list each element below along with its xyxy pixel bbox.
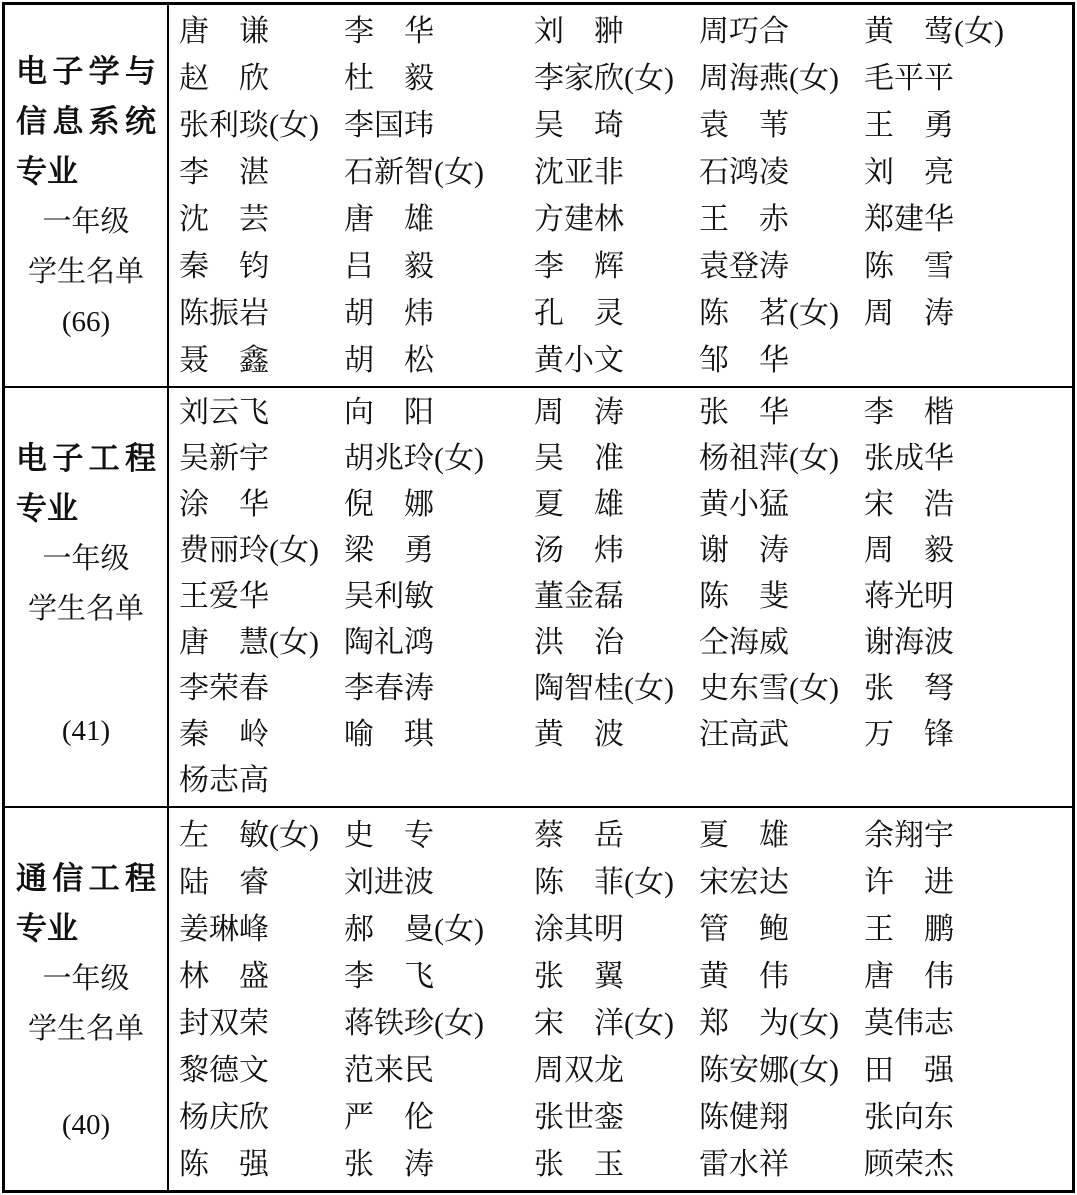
count-label: (66) bbox=[61, 306, 111, 338]
section-electronics-info-systems bbox=[5, 5, 1072, 388]
student-name: 沈亚非 bbox=[534, 156, 624, 189]
student-name: 黎德文 bbox=[179, 1054, 269, 1087]
student-name: 刘进波 bbox=[344, 866, 434, 899]
student-name: 毛平平 bbox=[864, 62, 954, 95]
student-name: 史 专 bbox=[344, 819, 434, 852]
student-name: 许 进 bbox=[864, 866, 954, 899]
student-name: 王 勇 bbox=[864, 109, 954, 142]
student-name: 陶智桂(女) bbox=[534, 672, 674, 705]
student-roster-table bbox=[2, 2, 1075, 1193]
student-name: 周双龙 bbox=[534, 1054, 624, 1087]
student-name: 余翔宇 bbox=[864, 819, 954, 852]
student-name: 陆 睿 bbox=[179, 866, 269, 899]
student-name: 黄 伟 bbox=[699, 960, 789, 993]
student-name: 陈 雪 bbox=[864, 250, 954, 283]
major-line: 电子学与 bbox=[16, 54, 156, 89]
major-line: 通信工程 bbox=[16, 861, 156, 896]
student-name: 赵 欣 bbox=[179, 62, 269, 95]
student-name: 涂 华 bbox=[179, 488, 269, 521]
student-name: 姜琳峰 bbox=[179, 913, 269, 946]
student-name: 刘云飞 bbox=[179, 396, 269, 429]
section-electronic-engineering bbox=[5, 388, 1072, 808]
student-name: 杜 毅 bbox=[344, 62, 434, 95]
student-name: 谢 涛 bbox=[699, 534, 789, 567]
student-name: 张 弩 bbox=[864, 672, 954, 705]
student-name: 莫伟志 bbox=[864, 1007, 954, 1040]
count-label: (40) bbox=[61, 1109, 111, 1141]
section-header bbox=[5, 388, 169, 806]
student-name: 蒋光明 bbox=[864, 580, 954, 613]
student-name: 聂 鑫 bbox=[179, 344, 269, 377]
section-header bbox=[5, 5, 169, 386]
student-name: 雷水祥 bbox=[699, 1148, 789, 1181]
student-name: 张成华 bbox=[864, 442, 954, 475]
student-name: 汤 炜 bbox=[534, 534, 624, 567]
student-name: 李家欣(女) bbox=[534, 62, 674, 95]
student-name: 周 毅 bbox=[864, 534, 954, 567]
student-name: 杨祖萍(女) bbox=[699, 442, 839, 475]
student-name: 董金磊 bbox=[534, 580, 624, 613]
student-name: 唐 伟 bbox=[864, 960, 954, 993]
student-name: 林 盛 bbox=[179, 960, 269, 993]
student-name: 唐 雄 bbox=[344, 203, 434, 236]
student-name: 郝 曼(女) bbox=[344, 913, 484, 946]
student-name: 张 玉 bbox=[534, 1148, 624, 1181]
student-name: 李国玮 bbox=[344, 109, 434, 142]
grade-label: 一年级 bbox=[42, 963, 130, 995]
student-name: 管 鲍 bbox=[699, 913, 789, 946]
grade-label: 一年级 bbox=[42, 543, 130, 575]
student-name: 王 鹏 bbox=[864, 913, 954, 946]
names-grid bbox=[169, 808, 1072, 1190]
student-name: 李 华 bbox=[344, 15, 434, 48]
student-name: 邹 华 bbox=[699, 344, 789, 377]
student-name: 万 锋 bbox=[864, 718, 954, 751]
list-label: 学生名单 bbox=[27, 593, 144, 625]
student-name: 黄小文 bbox=[534, 344, 624, 377]
student-name: 田 强 bbox=[864, 1054, 954, 1087]
student-name: 顾荣杰 bbox=[864, 1148, 954, 1181]
student-name: 梁 勇 bbox=[344, 534, 434, 567]
student-name: 张 翼 bbox=[534, 960, 624, 993]
student-name: 范来民 bbox=[344, 1054, 434, 1087]
student-name: 左 敏(女) bbox=[179, 819, 319, 852]
section-communication-engineering bbox=[5, 808, 1072, 1190]
student-name: 张 涛 bbox=[344, 1148, 434, 1181]
student-name: 石新智(女) bbox=[344, 156, 484, 189]
student-name: 仝海威 bbox=[699, 626, 789, 659]
student-name: 周海燕(女) bbox=[699, 62, 839, 95]
student-name: 周 涛 bbox=[864, 297, 954, 330]
student-name: 陈 茗(女) bbox=[699, 297, 839, 330]
student-name: 汪高武 bbox=[699, 718, 789, 751]
section-header bbox=[5, 808, 169, 1190]
major-line: 信息系统 bbox=[16, 104, 156, 139]
student-name: 吕 毅 bbox=[344, 250, 434, 283]
student-name: 王 赤 bbox=[699, 203, 789, 236]
grade-label: 一年级 bbox=[42, 206, 130, 238]
student-name: 刘 翀 bbox=[534, 15, 624, 48]
student-name: 喻 琪 bbox=[344, 718, 434, 751]
student-name: 陈 斐 bbox=[699, 580, 789, 613]
student-name: 周 涛 bbox=[534, 396, 624, 429]
student-name: 洪 治 bbox=[534, 626, 624, 659]
student-name: 唐 慧(女) bbox=[179, 626, 319, 659]
student-name: 张向东 bbox=[864, 1101, 954, 1134]
student-name: 秦 岭 bbox=[179, 718, 269, 751]
student-name: 王爱华 bbox=[179, 580, 269, 613]
student-name: 袁登涛 bbox=[699, 250, 789, 283]
student-name: 唐 谦 bbox=[179, 15, 269, 48]
student-name: 李荣春 bbox=[179, 672, 269, 705]
student-name: 向 阳 bbox=[344, 396, 434, 429]
student-name: 黄 莺(女) bbox=[864, 15, 1004, 48]
student-name: 宋 洋(女) bbox=[534, 1007, 674, 1040]
student-name: 黄小猛 bbox=[699, 488, 789, 521]
student-name: 蔡 岳 bbox=[534, 819, 624, 852]
student-name: 封双荣 bbox=[179, 1007, 269, 1040]
student-name: 谢海波 bbox=[864, 626, 954, 659]
student-name: 李 辉 bbox=[534, 250, 624, 283]
student-name: 宋宏达 bbox=[699, 866, 789, 899]
student-name: 陈健翔 bbox=[699, 1101, 789, 1134]
student-name: 倪 娜 bbox=[344, 488, 434, 521]
student-name: 李春涛 bbox=[344, 672, 434, 705]
student-name: 秦 钧 bbox=[179, 250, 269, 283]
student-name: 胡兆玲(女) bbox=[344, 442, 484, 475]
list-label: 学生名单 bbox=[27, 1013, 144, 1045]
count-label: (41) bbox=[61, 715, 111, 747]
student-name: 陈 菲(女) bbox=[534, 866, 674, 899]
names-grid bbox=[169, 5, 1072, 386]
student-name: 李 湛 bbox=[179, 156, 269, 189]
student-name: 孔 灵 bbox=[534, 297, 624, 330]
student-name: 石鸿凌 bbox=[699, 156, 789, 189]
student-name: 夏 雄 bbox=[699, 819, 789, 852]
major-line: 电子工程 bbox=[16, 441, 156, 476]
student-name: 李 楷 bbox=[864, 396, 954, 429]
student-name: 夏 雄 bbox=[534, 488, 624, 521]
student-name: 袁 苇 bbox=[699, 109, 789, 142]
student-name: 宋 浩 bbox=[864, 488, 954, 521]
student-name: 张 华 bbox=[699, 396, 789, 429]
student-name: 严 伦 bbox=[344, 1101, 434, 1134]
student-name: 陈安娜(女) bbox=[699, 1054, 839, 1087]
student-name: 吴 准 bbox=[534, 442, 624, 475]
student-name: 吴 琦 bbox=[534, 109, 624, 142]
student-name: 胡 松 bbox=[344, 344, 434, 377]
student-name: 吴新宇 bbox=[179, 442, 269, 475]
list-label: 学生名单 bbox=[27, 256, 144, 288]
student-name: 杨志高 bbox=[179, 764, 269, 797]
student-name: 史东雪(女) bbox=[699, 672, 839, 705]
student-name: 陈振岩 bbox=[179, 297, 269, 330]
student-name: 蒋铁珍(女) bbox=[344, 1007, 484, 1040]
student-name: 杨庆欣 bbox=[179, 1101, 269, 1134]
student-name: 刘 亮 bbox=[864, 156, 954, 189]
student-name: 方建林 bbox=[534, 203, 624, 236]
student-name: 吴利敏 bbox=[344, 580, 434, 613]
student-name: 涂其明 bbox=[534, 913, 624, 946]
student-name: 李 飞 bbox=[344, 960, 434, 993]
student-name: 张世銮 bbox=[534, 1101, 624, 1134]
major-line: 专业 bbox=[16, 491, 78, 526]
student-name: 费丽玲(女) bbox=[179, 534, 319, 567]
names-grid bbox=[169, 388, 1072, 806]
student-name: 陈 强 bbox=[179, 1148, 269, 1181]
major-line: 专业 bbox=[16, 911, 78, 946]
student-name: 张利琰(女) bbox=[179, 109, 319, 142]
student-name: 郑 为(女) bbox=[699, 1007, 839, 1040]
major-line: 专业 bbox=[16, 154, 78, 189]
student-name: 周巧合 bbox=[699, 15, 789, 48]
student-name: 黄 波 bbox=[534, 718, 624, 751]
student-name: 沈 芸 bbox=[179, 203, 269, 236]
student-name: 胡 炜 bbox=[344, 297, 434, 330]
student-name: 陶礼鸿 bbox=[344, 626, 434, 659]
student-name: 郑建华 bbox=[864, 203, 954, 236]
